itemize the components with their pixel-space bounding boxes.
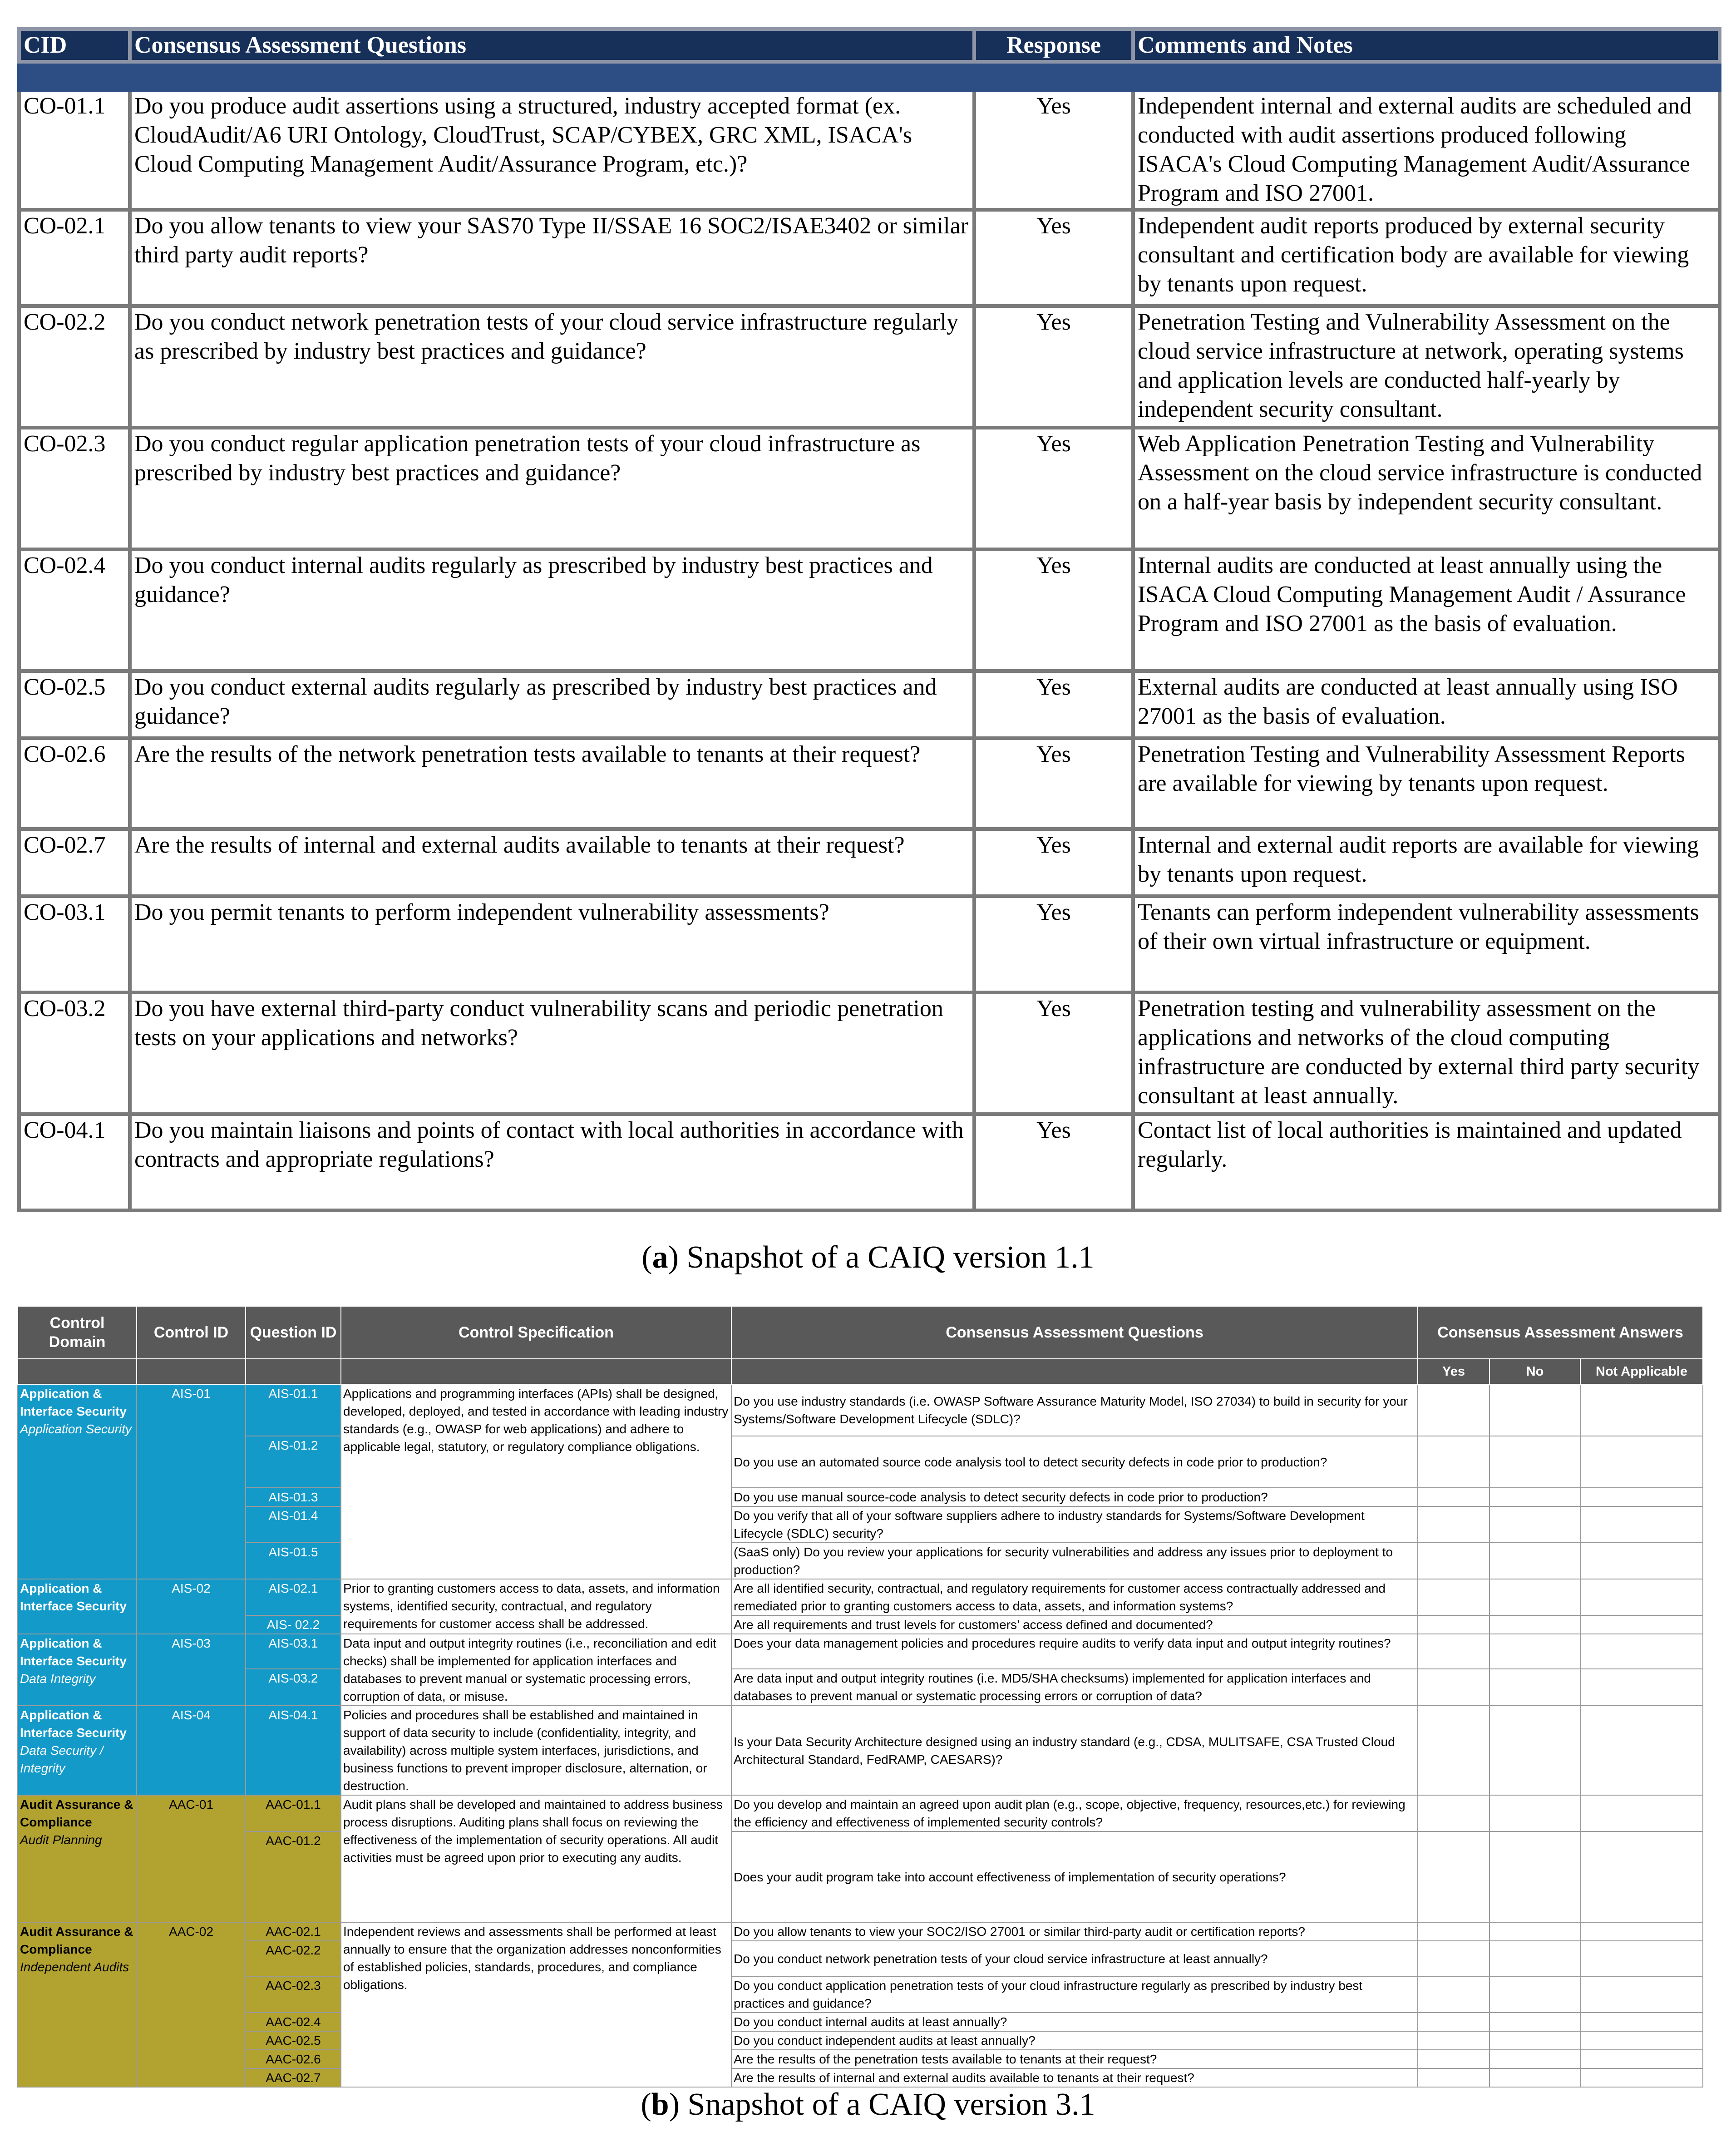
answer-na-cell[interactable] (1580, 1579, 1703, 1615)
answer-yes-cell[interactable] (1418, 1543, 1489, 1579)
comments-cell: Independent internal and external audits are scheduled and conducted with audit assertions produced following ISACA's Cloud Computing Management Audit/Assurance Program and ISO 27001. (1133, 90, 1720, 210)
answer-na-cell[interactable] (1580, 1615, 1703, 1634)
answer-yes-cell[interactable] (1418, 1506, 1489, 1543)
table-row (18, 1579, 1703, 1615)
answer-na-cell[interactable] (1580, 1941, 1703, 1976)
table-row (18, 2050, 1703, 2068)
answer-yes-cell[interactable] (1418, 1615, 1489, 1634)
answer-no-cell[interactable] (1489, 1579, 1580, 1615)
answer-yes-cell[interactable] (1418, 2031, 1489, 2050)
cid-cell: CO-02.2 (19, 306, 130, 428)
question-cell: Do you verify that all of your software suppliers adhere to industry standards for Systems/Software Development Lifecycle (SDLC) security? (731, 1506, 1418, 1543)
answer-na-cell[interactable] (1580, 2031, 1703, 2050)
response-cell: Yes (974, 549, 1133, 671)
question-cell: Do you maintain liaisons and points of contact with local authorities in accordance with contracts and appropriate regulations? (130, 1114, 974, 1210)
answer-no-cell[interactable] (1489, 1436, 1580, 1488)
answer-yes-cell[interactable] (1418, 1384, 1489, 1436)
col-header-no: No (1489, 1359, 1580, 1384)
domain-cell: Application & Interface Security Data Security / Integrity (18, 1706, 137, 1795)
question-cell: Do you allow tenants to view your SOC2/ISO 27001 or similar third-party audit or certification reports? (731, 1922, 1418, 1941)
table-row (18, 2068, 1703, 2087)
spec-cell: Applications and programming interfaces (APIs) shall be designed, developed, deployed, and tested in accordance with leading industry standards (e.g., OWASP for web applications) and adhere to applicable legal, statutory, or regulatory compliance obligations. (341, 1384, 731, 1579)
comments-cell: Internal and external audit reports are available for viewing by tenants upon request. (1133, 829, 1720, 896)
caption-letter: a (652, 1240, 668, 1275)
cid-cell: CO-02.1 (19, 210, 130, 306)
question-cell: Do you conduct regular application penetration tests of your cloud infrastructure as prescribed by industry best practices and guidance? (130, 428, 974, 549)
comments-cell: Contact list of local authorities is maintained and updated regularly. (1133, 1114, 1720, 1210)
answer-na-cell[interactable] (1580, 2050, 1703, 2068)
question-cell: Do you conduct independent audits at least annually? (731, 2031, 1418, 2050)
answer-na-cell[interactable] (1580, 1922, 1703, 1941)
answer-na-cell[interactable] (1580, 1795, 1703, 1831)
spec-cell: Independent reviews and assessments shall be performed at least annually to ensure that the organization addresses nonconformities of established policies, standards, procedures, and compliance obligations. (341, 1922, 731, 2087)
domain-cell: Application & Interface Security Data Integrity (18, 1634, 137, 1706)
question-cell: Do you conduct internal audits at least annually? (731, 2013, 1418, 2031)
question-cell: Are the results of the penetration tests available to tenants at their request? (731, 2050, 1418, 2068)
answer-yes-cell[interactable] (1418, 1579, 1489, 1615)
answer-yes-cell[interactable] (1418, 2050, 1489, 2068)
question-id-cell: AAC-02.5 (246, 2031, 341, 2050)
table-row (18, 1976, 1703, 2013)
question-id-cell: AAC-02.6 (246, 2050, 341, 2068)
question-cell: Do you conduct internal audits regularly as prescribed by industry best practices and guidance? (130, 549, 974, 671)
answer-yes-cell[interactable] (1418, 1795, 1489, 1831)
col-header-yes: Yes (1418, 1359, 1489, 1384)
answer-no-cell[interactable] (1489, 1506, 1580, 1543)
table-row (18, 1706, 1703, 1795)
col-header-domain: Control Domain (18, 1306, 137, 1359)
question-cell: Are data input and output integrity routines (i.e. MD5/SHA checksums) implemented for application interfaces and databases to prevent manual or systematic processing errors or corruption of data? (731, 1669, 1418, 1706)
caption-text: ) Snapshot of a CAIQ version 3.1 (669, 2087, 1095, 2122)
spec-cell: Data input and output integrity routines (i.e., reconciliation and edit checks) shall be implemented for application interfaces and databases to prevent manual or systematic processing errors, corruption of data, or misuse. (341, 1634, 731, 1706)
table-row (18, 1488, 1703, 1506)
header-row (19, 29, 1720, 62)
table-row (19, 428, 1720, 549)
question-cell: (SaaS only) Do you review your applications for security vulnerabilities and address any issues prior to deployment to production? (731, 1543, 1418, 1579)
answer-no-cell[interactable] (1489, 1706, 1580, 1795)
response-cell: Yes (974, 896, 1133, 992)
table-row (19, 671, 1720, 738)
comments-cell: Web Application Penetration Testing and Vulnerability Assessment on the cloud service infrastructure is conducted on a half-year basis by independent security consultant. (1133, 428, 1720, 549)
answer-no-cell[interactable] (1489, 2050, 1580, 2068)
caption-text: ) Snapshot of a CAIQ version 1.1 (668, 1240, 1095, 1275)
col-header-question-id: Question ID (246, 1306, 341, 1359)
cid-cell: CO-03.1 (19, 896, 130, 992)
comments-cell: Tenants can perform independent vulnerability assessments of their own virtual infrastructure or equipment. (1133, 896, 1720, 992)
table-row (19, 549, 1720, 671)
answer-na-cell[interactable] (1580, 2013, 1703, 2031)
cid-cell: CO-04.1 (19, 1114, 130, 1210)
question-id-cell: AAC-01.1 (246, 1795, 341, 1831)
col-header-comments: Comments and Notes (1133, 29, 1720, 62)
question-cell: Do you have external third-party conduct vulnerability scans and periodic penetration tests on your applications and networks? (130, 992, 974, 1114)
answer-yes-cell[interactable] (1418, 1976, 1489, 2013)
table-row (19, 306, 1720, 428)
question-cell: Do you allow tenants to view your SAS70 Type II/SSAE 16 SOC2/ISAE3402 or similar third party audit reports? (130, 210, 974, 306)
question-id-cell: AIS-03.1 (246, 1634, 341, 1669)
question-id-cell: AAC-02.7 (246, 2068, 341, 2087)
col-header-answers: Consensus Assessment Answers (1418, 1306, 1703, 1359)
table-row (18, 1922, 1703, 1941)
question-id-cell: AIS-01.2 (246, 1436, 341, 1488)
table-row (18, 1634, 1703, 1669)
col-header-cid: CID (19, 29, 130, 62)
domain-cell: Audit Assurance & Compliance Independent Audits (18, 1922, 137, 2087)
answer-yes-cell[interactable] (1418, 2013, 1489, 2031)
question-cell: Is your Data Security Architecture designed using an industry standard (e.g., CDSA, MULITSAFE, CSA Trusted Cloud Architectural Standard, FedRAMP, CAESARS)? (731, 1706, 1418, 1795)
question-id-cell: AIS-01.1 (246, 1384, 341, 1436)
answer-no-cell[interactable] (1489, 1615, 1580, 1634)
spec-cell: Policies and procedures shall be established and maintained in support of data security to include (confidentiality, integrity, and availability) across multiple system interfaces, jurisdictions, and business functions to prevent improper disclosure, alternation, or destruction. (341, 1706, 731, 1795)
subheader-row (18, 1359, 1703, 1384)
cid-cell: CO-01.1 (19, 90, 130, 210)
table-row (19, 738, 1720, 829)
table-row (19, 90, 1720, 210)
question-id-cell: AIS-01.5 (246, 1543, 341, 1579)
answer-na-cell[interactable] (1580, 1976, 1703, 2013)
answer-no-cell[interactable] (1489, 1976, 1580, 2013)
question-cell: Do you produce audit assertions using a structured, industry accepted format (ex. CloudAudit/A6 URI Ontology, CloudTrust, SCAP/CYBEX, GRC XML, ISACA's Cloud Computing Management Audit/Assurance Program, etc.)? (130, 90, 974, 210)
col-header-na: Not Applicable (1580, 1359, 1703, 1384)
answer-no-cell[interactable] (1489, 1488, 1580, 1506)
answer-na-cell[interactable] (1580, 1669, 1703, 1706)
question-cell: Are the results of internal and external audits available to tenants at their request? (130, 829, 974, 896)
answer-na-cell[interactable] (1580, 1706, 1703, 1795)
cid-cell: CO-03.2 (19, 992, 130, 1114)
answer-na-cell[interactable] (1580, 1543, 1703, 1579)
col-header-question: Consensus Assessment Questions (130, 29, 974, 62)
caiq-v3-table (17, 1306, 1703, 2088)
section-band (19, 62, 1720, 90)
domain-cell: Application & Interface Security (18, 1579, 137, 1634)
response-cell: Yes (974, 428, 1133, 549)
table-row (19, 896, 1720, 992)
answer-na-cell[interactable] (1580, 1634, 1703, 1669)
response-cell: Yes (974, 992, 1133, 1114)
question-cell: Are all requirements and trust levels for customers’ access defined and documented? (731, 1615, 1418, 1634)
question-cell: Do you use industry standards (i.e. OWASP Software Assurance Maturity Model, ISO 27034) to build in security for your Systems/Software Development Lifecycle (SDLC)? (731, 1384, 1418, 1436)
caiq-v1-table (17, 27, 1721, 1212)
response-cell: Yes (974, 829, 1133, 896)
col-header-control-id: Control ID (137, 1306, 246, 1359)
answer-yes-cell[interactable] (1418, 1669, 1489, 1706)
table-row (18, 1615, 1703, 1634)
answer-no-cell[interactable] (1489, 1941, 1580, 1976)
question-id-cell: AAC-01.2 (246, 1831, 341, 1922)
question-id-cell: AIS- 02.2 (246, 1615, 341, 1634)
question-cell: Are all identified security, contractual, and regulatory requirements for customer access contractually addressed and remediated prior to granting customers access to data, assets, and information systems? (731, 1579, 1418, 1615)
answer-na-cell[interactable] (1580, 1506, 1703, 1543)
response-cell: Yes (974, 306, 1133, 428)
table-row (18, 1506, 1703, 1543)
answer-na-cell[interactable] (1580, 2068, 1703, 2087)
comments-cell: Penetration Testing and Vulnerability Assessment Reports are available for viewing by tenants upon request. (1133, 738, 1720, 829)
figure-a-caption: (a) Snapshot of a CAIQ version 1.1 (641, 1240, 1095, 1275)
answer-no-cell[interactable] (1489, 1543, 1580, 1579)
comments-cell: Internal audits are conducted at least annually using the ISACA Cloud Computing Management Audit / Assurance Program and ISO 27001 as the basis of evaluation. (1133, 549, 1720, 671)
question-id-cell: AIS-01.4 (246, 1506, 341, 1543)
question-id-cell: AIS-02.1 (246, 1579, 341, 1615)
table-row (18, 1384, 1703, 1436)
question-id-cell: AIS-03.2 (246, 1669, 341, 1706)
response-cell: Yes (974, 1114, 1133, 1210)
question-cell: Do you develop and maintain an agreed upon audit plan (e.g., scope, objective, frequency, resources,etc.) for reviewing the efficiency and effectiveness of implemented security controls? (731, 1795, 1418, 1831)
control-id-cell: AIS-04 (137, 1706, 246, 1795)
answer-no-cell[interactable] (1489, 1384, 1580, 1436)
question-cell: Are the results of internal and external audits available to tenants at their request? (731, 2068, 1418, 2087)
question-id-cell: AAC-02.1 (246, 1922, 341, 1941)
control-id-cell: AIS-03 (137, 1634, 246, 1706)
comments-cell: Penetration Testing and Vulnerability Assessment on the cloud service infrastructure at network, operating systems and application levels are conducted half-yearly by independent security consultant. (1133, 306, 1720, 428)
answer-no-cell[interactable] (1489, 1669, 1580, 1706)
comments-cell: External audits are conducted at least annually using ISO 27001 as the basis of evaluation. (1133, 671, 1720, 738)
col-header-spec: Control Specification (341, 1306, 731, 1359)
question-cell: Do you conduct network penetration tests of your cloud service infrastructure at least annually? (731, 1941, 1418, 1976)
table-row (18, 1543, 1703, 1579)
answer-yes-cell[interactable] (1418, 1941, 1489, 1976)
domain-cell: Application & Interface Security Application Security (18, 1384, 137, 1579)
answer-no-cell[interactable] (1489, 2068, 1580, 2087)
table-row (19, 210, 1720, 306)
figure-b-caption: (b) Snapshot of a CAIQ version 3.1 (641, 2087, 1095, 2122)
question-cell: Are the results of the network penetration tests available to tenants at their request? (130, 738, 974, 829)
question-cell: Do you conduct external audits regularly as prescribed by industry best practices and guidance? (130, 671, 974, 738)
question-cell: Do you use manual source-code analysis to detect security defects in code prior to production? (731, 1488, 1418, 1506)
answer-na-cell[interactable] (1580, 1384, 1703, 1436)
question-cell: Do you permit tenants to perform independent vulnerability assessments? (130, 896, 974, 992)
caption-letter: b (651, 2087, 669, 2122)
answer-na-cell[interactable] (1580, 1488, 1703, 1506)
answer-yes-cell[interactable] (1418, 1922, 1489, 1941)
spec-cell: Audit plans shall be developed and maintained to address business process disruptions. Auditing plans shall focus on reviewing the effectiveness of the implementation of security operations. All audit activities must be agreed upon prior to executing any audits. (341, 1795, 731, 1922)
question-id-cell: AAC-02.2 (246, 1941, 341, 1976)
col-header-questions: Consensus Assessment Questions (731, 1306, 1418, 1359)
control-id-cell: AAC-02 (137, 1922, 246, 2087)
cid-cell: CO-02.6 (19, 738, 130, 829)
cid-cell: CO-02.4 (19, 549, 130, 671)
cid-cell: CO-02.7 (19, 829, 130, 896)
table-row (18, 1941, 1703, 1976)
question-id-cell: AIS-01.3 (246, 1488, 341, 1506)
answer-no-cell[interactable] (1489, 1831, 1580, 1922)
table-row (18, 2031, 1703, 2050)
question-cell: Do you conduct application penetration tests of your cloud infrastructure regularly as prescribed by industry best practices and guidance? (731, 1976, 1418, 2013)
domain-cell: Audit Assurance & Compliance Audit Planning (18, 1795, 137, 1922)
spec-cell: Prior to granting customers access to data, assets, and information systems, identified security, contractual, and regulatory requirements for customer access shall be addressed. (341, 1579, 731, 1634)
question-cell: Does your audit program take into account effectiveness of implementation of security operations? (731, 1831, 1418, 1922)
cid-cell: CO-02.3 (19, 428, 130, 549)
table-row (18, 1831, 1703, 1922)
question-cell: Do you use an automated source code analysis tool to detect security defects in code prior to production? (731, 1436, 1418, 1488)
answer-yes-cell[interactable] (1418, 1706, 1489, 1795)
answer-no-cell[interactable] (1489, 1634, 1580, 1669)
answer-no-cell[interactable] (1489, 2013, 1580, 2031)
question-cell: Do you conduct network penetration tests of your cloud service infrastructure regularly as prescribed by industry best practices and guidance? (130, 306, 974, 428)
response-cell: Yes (974, 210, 1133, 306)
response-cell: Yes (974, 671, 1133, 738)
question-cell: Does your data management policies and procedures require audits to verify data input and output integrity routines? (731, 1634, 1418, 1669)
answer-na-cell[interactable] (1580, 1436, 1703, 1488)
col-header-response: Response (974, 29, 1133, 62)
table-row (18, 1795, 1703, 1831)
answer-yes-cell[interactable] (1418, 1634, 1489, 1669)
response-cell: Yes (974, 738, 1133, 829)
answer-yes-cell[interactable] (1418, 1436, 1489, 1488)
table-row (19, 992, 1720, 1114)
answer-yes-cell[interactable] (1418, 1488, 1489, 1506)
control-id-cell: AAC-01 (137, 1795, 246, 1922)
comments-cell: Penetration testing and vulnerability assessment on the applications and networks of the cloud computing infrastructure are conducted by external third party security consultant at least annually. (1133, 992, 1720, 1114)
comments-cell: Independent audit reports produced by external security consultant and certification body are available for viewing by tenants upon request. (1133, 210, 1720, 306)
response-cell: Yes (974, 90, 1133, 210)
table-row (19, 829, 1720, 896)
answer-no-cell[interactable] (1489, 2031, 1580, 2050)
answer-no-cell[interactable] (1489, 1795, 1580, 1831)
question-id-cell: AAC-02.4 (246, 2013, 341, 2031)
question-id-cell: AIS-04.1 (246, 1706, 341, 1795)
answer-yes-cell[interactable] (1418, 1831, 1489, 1922)
table-row (18, 1436, 1703, 1488)
control-id-cell: AIS-02 (137, 1579, 246, 1634)
header-row (18, 1306, 1703, 1359)
table-row (19, 1114, 1720, 1210)
answer-yes-cell[interactable] (1418, 2068, 1489, 2087)
control-id-cell: AIS-01 (137, 1384, 246, 1579)
question-id-cell: AAC-02.3 (246, 1976, 341, 2013)
table-row (18, 1669, 1703, 1706)
answer-no-cell[interactable] (1489, 1922, 1580, 1941)
table-row (18, 2013, 1703, 2031)
answer-na-cell[interactable] (1580, 1831, 1703, 1922)
cid-cell: CO-02.5 (19, 671, 130, 738)
